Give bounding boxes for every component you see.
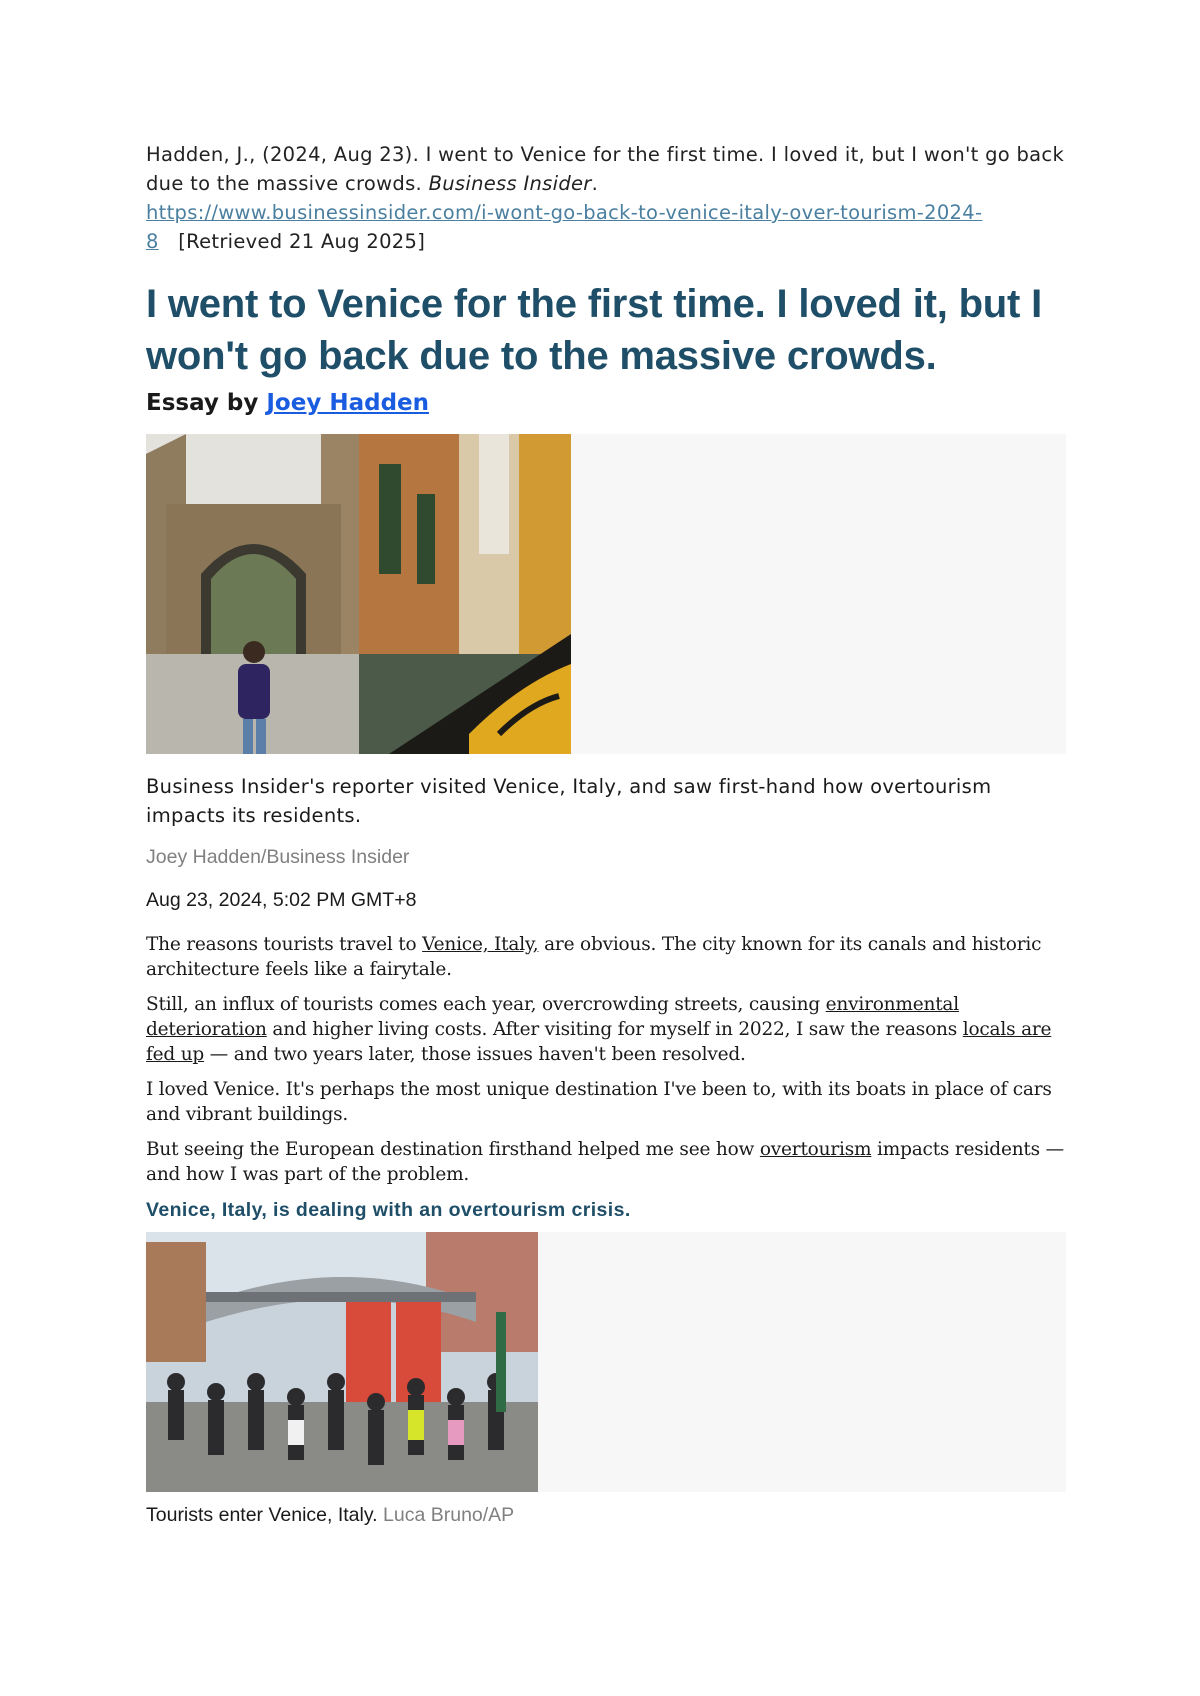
hero-photo-canal <box>359 434 571 754</box>
publish-timestamp: Aug 23, 2024, 5:02 PM GMT+8 <box>146 889 417 911</box>
citation-retrieved: [Retrieved 21 Aug 2025] <box>178 230 426 253</box>
venice-italy-link[interactable]: Venice, Italy, <box>422 934 539 955</box>
paragraph-4-text-b: impacts residents — and how I was part of the problem. <box>146 1139 1064 1185</box>
hero-figure <box>146 434 1066 754</box>
author-link[interactable]: Joey Hadden <box>266 390 430 416</box>
paragraph-2-text-b: and higher living costs. After visiting for myself in 2022, I saw the reasons <box>266 1019 963 1040</box>
citation-period: . <box>591 172 599 195</box>
paragraph-2-text-a: Still, an influx of tourists comes each year, overcrowding streets, causing <box>146 994 826 1015</box>
citation-text: Hadden, J., (2024, Aug 23). I went to Venice for the first time. I loved it, but I won't go back due to the massive crowds. <box>146 143 1065 195</box>
hero-photo-courtyard <box>146 434 359 754</box>
citation <box>146 140 1066 256</box>
crowd-caption-text: Tourists enter Venice, Italy. <box>146 1504 378 1526</box>
hero-credit: Joey Hadden/Business Insider <box>146 846 410 868</box>
paragraph-2-text-c: — and two years later, those issues haven't been resolved. <box>204 1044 746 1065</box>
overtourism-link[interactable]: overtourism <box>759 1139 872 1160</box>
citation-publication: Business Insider <box>428 172 592 195</box>
byline <box>146 388 1066 418</box>
byline-prefix: Essay by <box>146 390 267 416</box>
section-subhead: Venice, Italy, is dealing with an overtourism crisis. <box>146 1199 631 1221</box>
citation-url-link[interactable]: https://www.businessinsider.com/i-wont-go-back-to-venice-italy-over-tourism-2024-8 <box>146 201 983 253</box>
article-body <box>146 932 1066 1187</box>
hero-person-figure <box>238 664 270 719</box>
hero-caption: Business Insider's reporter visited Venice, Italy, and saw first-hand how overtourism impacts its residents. <box>146 775 992 827</box>
paragraph-1 <box>146 932 1066 982</box>
paragraph-1-text-a: The reasons tourists travel to <box>146 934 423 955</box>
locals-fed-up-link[interactable]: locals are fed up <box>146 1019 1052 1065</box>
document-page <box>146 140 1066 1527</box>
crowd-photo <box>146 1232 538 1492</box>
paragraph-2 <box>146 992 1066 1067</box>
environmental-deterioration-link[interactable]: environmental deterioration <box>146 994 959 1040</box>
crowd-caption <box>146 1504 1066 1527</box>
paragraph-3: I loved Venice. It's perhaps the most unique destination I've been to, with its boats in place of cars and vibrant buildings. <box>146 1079 1052 1125</box>
paragraph-4 <box>146 1137 1066 1187</box>
article-title: I went to Venice for the first time. I loved it, but I won't go back due to the massive crowds. <box>146 282 1042 378</box>
paragraph-1-text-b: are obvious. The city known for its canals and historic architecture feels like a fairytale. <box>146 934 1042 980</box>
paragraph-4-text-a: But seeing the European destination firsthand helped me see how <box>146 1139 760 1160</box>
crowd-figure <box>146 1232 1066 1492</box>
crowd-credit: Luca Bruno/AP <box>383 1504 515 1526</box>
